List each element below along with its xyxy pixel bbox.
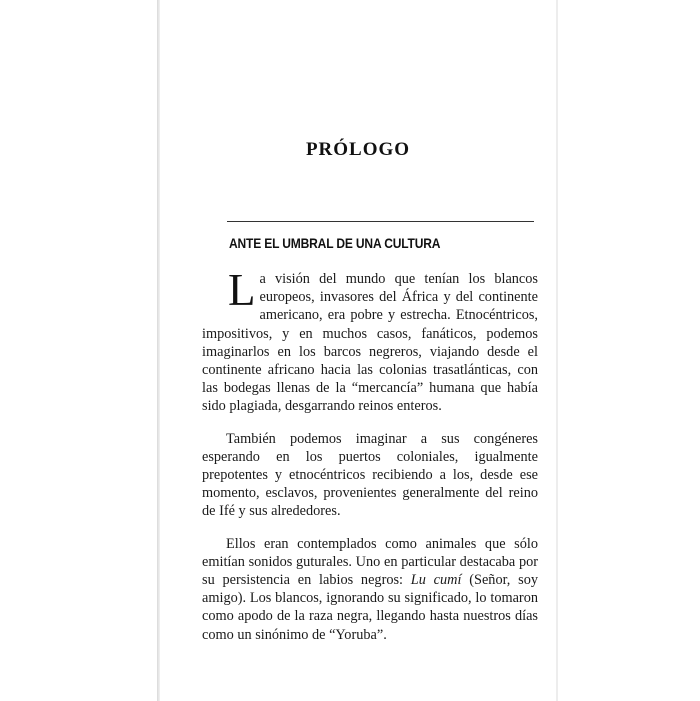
section-divider (227, 221, 534, 222)
paragraph-3-text-before: Ellos eran contemplados como animales que sólo emitían sonidos guturales. Uno en particular destacaba por su persistencia en labios negros: (202, 535, 538, 589)
paragraph-3-italic: Lu cumí (410, 572, 462, 589)
section-heading: ANTE EL UMBRAL DE UNA CULTURA (229, 235, 441, 251)
paragraph-3 (202, 535, 538, 644)
paragraph-2 (202, 430, 538, 521)
paragraph-1 (202, 265, 538, 416)
drop-cap: L (228, 265, 256, 315)
body-text (202, 265, 538, 658)
paragraph-1-text: a visión del mundo que tenían los blancos europeos, invasores del África y del continente americano, era pobre y estrecha. Etnocéntricos, impositivos, y en muchos casos, fanáticos, podemos imaginarlos en los barcos negreros, viajando desde el continente africano hacia las colonias trasatlánticas, con las bodegas llenas de la “mercancía” humana que había sido plagiada, desgarrando reinos enteros. (202, 271, 538, 415)
page-edge-right (556, 0, 558, 701)
paragraph-3-text-after: (Señor, soy amigo). Los blancos, ignorando su significado, lo tomaron como apodo de la raza negra, llegando hasta nuestros días como un sinónimo de “Yoruba”. (202, 572, 538, 643)
page-title: PRÓLOGO (305, 139, 411, 160)
paragraph-2-text: También podemos imaginar a sus congéneres esperando en los puertos coloniales, igualmente prepotentes y etnocéntricos recibiendo a los, desde ese momento, esclavos, provenientes generalmente del reino de Ifé y sus alrededores. (202, 430, 538, 520)
page-edge-left (157, 0, 160, 701)
